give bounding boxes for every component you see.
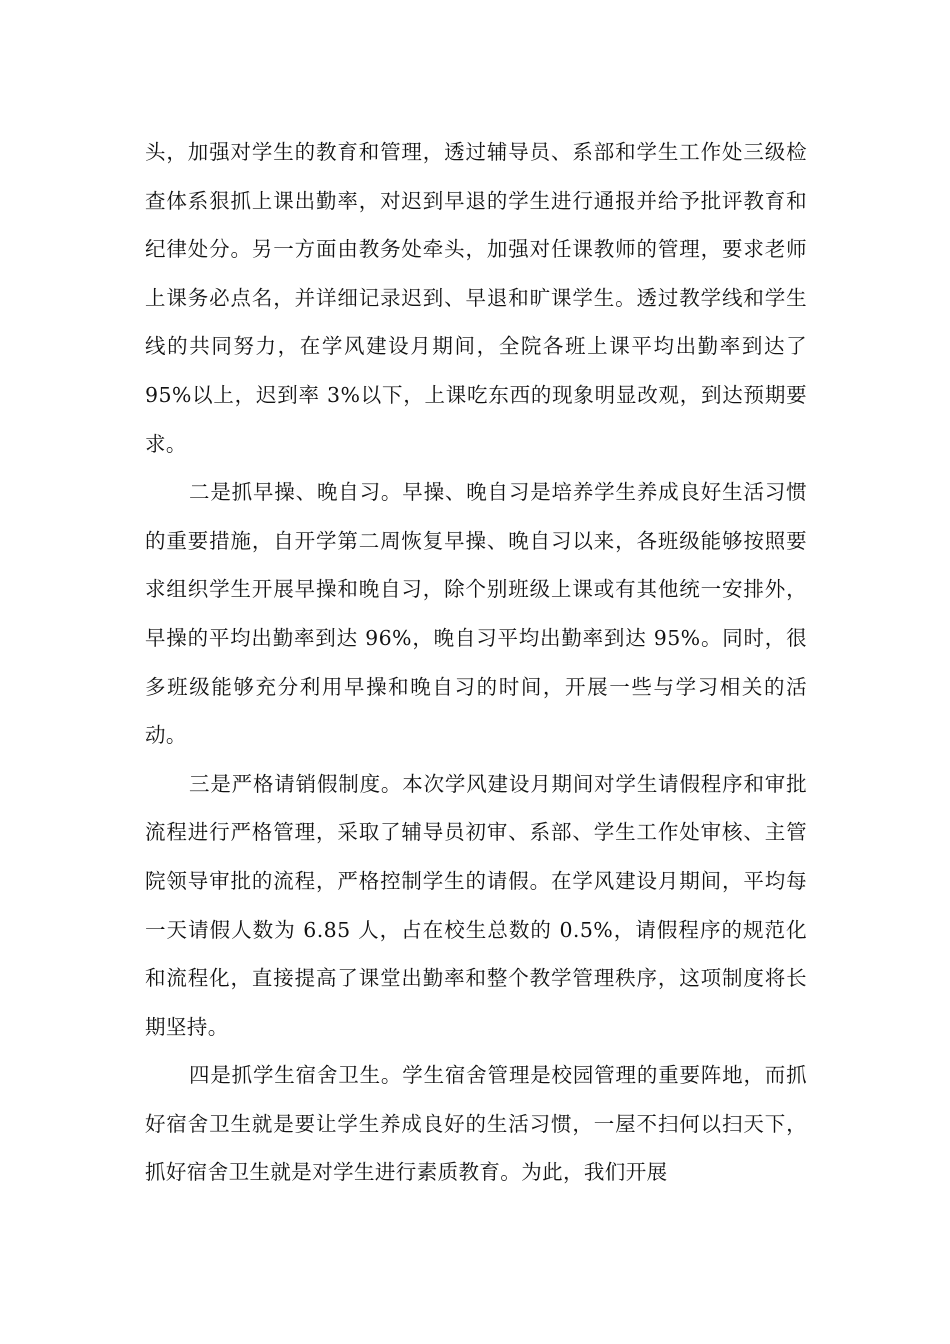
document-body	[145, 128, 807, 1197]
paragraph-2-morning-exercise: 二是抓早操、晚自习。早操、晚自习是培养学生养成良好生活习惯的重要措施，自开学第二周恢复早操、晚自习以来，各班级能够按照要求组织学生开展早操和晚自习，除个别班级上课或有其他统一安排外，早操的平均出勤率到达 96%，晚自习平均出勤率到达 95%。同时，很多班级能够充分利用早操和晚自习的时间，开展一些与学习相关的活动。	[145, 480, 807, 748]
paragraph-3-leave-system: 三是严格请销假制度。本次学风建设月期间对学生请假程序和审批流程进行严格管理，采取了辅导员初审、系部、学生工作处审核、主管院领导审批的流程，严格控制学生的请假。在学风建设月期间，平均每一天请假人数为 6.85 人，占在校生总数的 0.5%，请假程序的规范化和流程化，直接提高了课堂出勤率和整个教学管理秩序，这项制度将长期坚持。	[145, 771, 807, 1039]
paragraph-4-dormitory-hygiene: 四是抓学生宿舍卫生。学生宿舍管理是校园管理的重要阵地，而抓好宿舍卫生就是要让学生养成良好的生活习惯，一屋不扫何以扫天下，抓好宿舍卫生就是对学生进行素质教育。为此，我们开展	[145, 1063, 807, 1185]
paragraph-1-continued: 头，加强对学生的教育和管理，透过辅导员、系部和学生工作处三级检查体系狠抓上课出勤率，对迟到早退的学生进行通报并给予批评教育和纪律处分。另一方面由教务处牵头，加强对任课教师的管理，要求老师上课务必点名，并详细记录迟到、早退和旷课学生。透过教学线和学生线的共同努力，在学风建设月期间，全院各班上课平均出勤率到达了 95%以上，迟到率 3%以下，上课吃东西的现象明显改观，到达预期要求。	[145, 140, 807, 456]
